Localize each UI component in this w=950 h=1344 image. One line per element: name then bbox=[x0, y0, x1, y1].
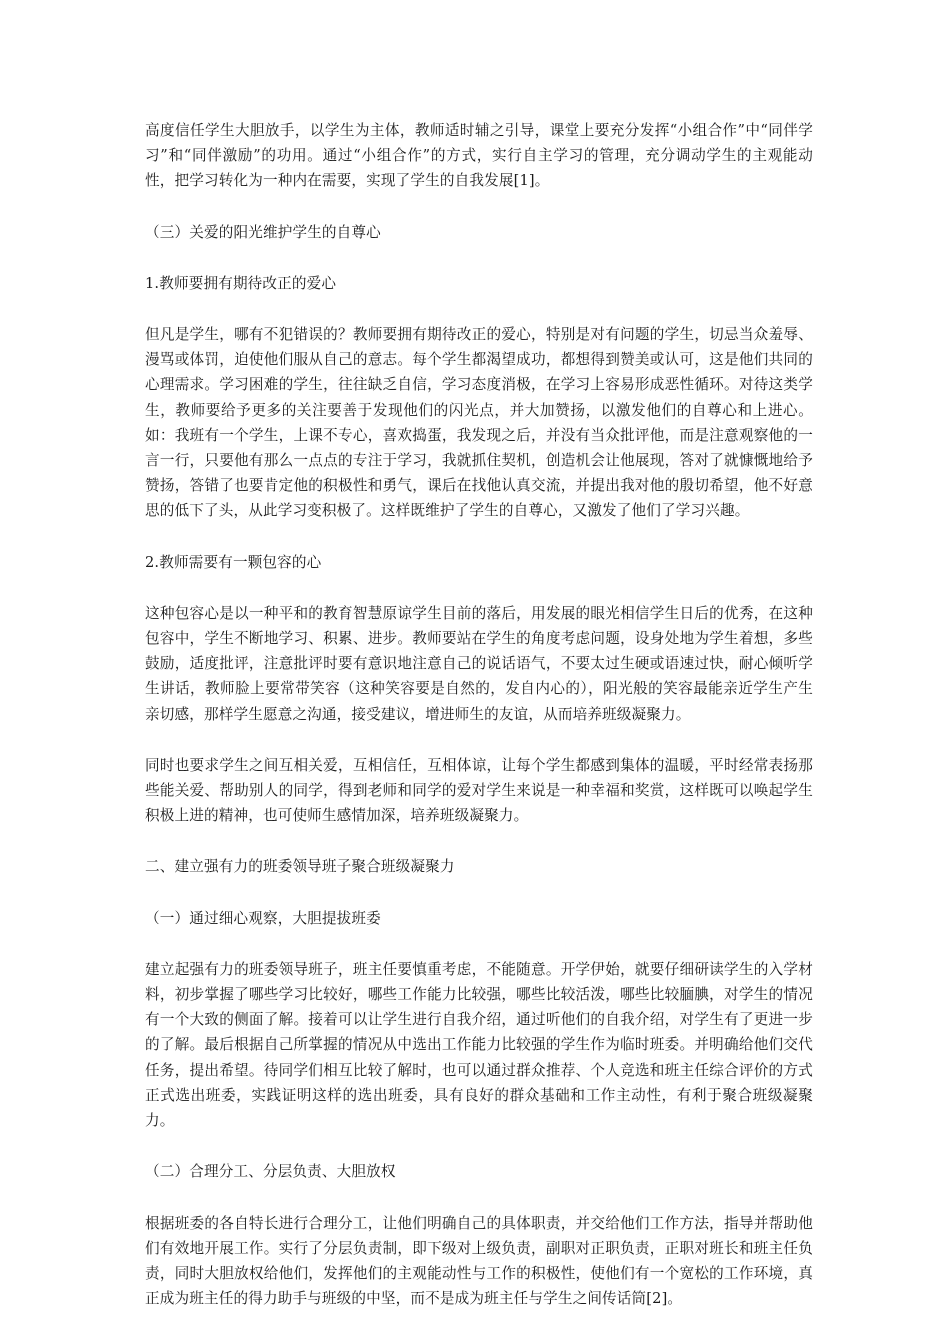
subsection-heading: 1.教师要拥有期待改正的爱心 bbox=[145, 274, 337, 292]
chapter-heading: 二、建立强有力的班委领导班子聚合班级凝聚力 bbox=[145, 858, 455, 876]
paragraph: 高度信任学生大胆放手，以学生为主体，教师适时辅之引导，课堂上要充分发挥“小组合作”中“同伴学习”和“同伴激励”的功用。通过“小组合作”的方式，实行自主学习的管理，充分调动学生的主观能动性，把学习转化为一种内在需要，实现了学生的自我发展[1]。 bbox=[145, 122, 813, 190]
paragraph: 这种包容心是以一种平和的教育智慧原谅学生目前的落后，用发展的眼光相信学生日后的优秀，在这种包容中，学生不断地学习、积累、进步。教师要站在学生的角度考虑问题，设身处地为学生着想，多些鼓励，适度批评，注意批评时要有意识地注意自己的说话语气，不要太过生硬或语速过快，耐心倾听学生讲话，教师脸上要常带笑容（这种笑容要是自然的，发自内心的），阳光般的笑容最能亲近学生产生亲切感，那样学生愿意之沟通，接受建议，增进师生的友谊，从而培养班级凝聚力。 bbox=[145, 604, 813, 723]
paragraph: 根据班委的各自特长进行合理分工，让他们明确自己的具体职责，并交给他们工作方法，指导并帮助他们有效地开展工作。实行了分层负责制，即下级对上级负责，副职对正职负责，正职对班长和班主任负责，同时大胆放权给他们，发挥他们的主观能动性与工作的积极性，使他们有一个宽松的工作环境，真正成为班主任的得力助手与班级的中坚，而不是成为班主任与学生之间传话筒[2]。 bbox=[145, 1214, 813, 1308]
section-heading: （二）合理分工、分层负责、大胆放权 bbox=[145, 1163, 396, 1181]
subsection-heading: 2.教师需要有一颗包容的心 bbox=[145, 553, 322, 571]
paragraph: 建立起强有力的班委领导班子，班主任要慎重考虑，不能随意。开学伊始，就要仔细研读学生的入学材料，初步掌握了哪些学习比较好，哪些工作能力比较强，哪些比较活泼，哪些比较腼腆，对学生的情况有一个大致的侧面了解。接着可以让学生进行自我介绍，通过听他们的自我介绍，对学生有了更进一步的了解。最后根据自己所掌握的情况从中选出工作能力比较强的学生作为临时班委。并明确给他们交代任务，提出希望。待同学们相互比较了解时，也可以通过群众推荐、个人竞选和班主任综合评价的方式正式选出班委，实践证明这样的选出班委，具有良好的群众基础和工作主动性，有利于聚合班级凝聚力。 bbox=[145, 960, 813, 1130]
paragraph: 同时也要求学生之间互相关爱，互相信任，互相体谅，让每个学生都感到集体的温暖，平时经常表扬那些能关爱、帮助别人的同学，得到老师和同学的爱对学生来说是一种幸福和奖赏，这样既可以唤起学生积极上进的精神，也可使师生感情加深，培养班级凝聚力。 bbox=[145, 756, 813, 825]
document-body bbox=[145, 118, 813, 1337]
paragraph: 但凡是学生，哪有不犯错误的？教师要拥有期待改正的爱心，特别是对有问题的学生，切忌当众羞辱、漫骂或体罚，迫使他们服从自己的意志。每个学生都渴望成功，都想得到赞美或认可，这是他们共同的心理需求。学习困难的学生，往往缺乏自信，学习态度消极，在学习上容易形成恶性循环。对待这类学生，教师要给予更多的关注要善于发现他们的闪光点，并大加赞扬，以激发他们的自尊心和上进心。如：我班有一个学生，上课不专心，喜欢捣蛋，我发现之后，并没有当众批评他，而是注意观察他的一言一行，只要他有那么一点点的专注于学习，我就抓住契机，创造机会让他展现，答对了就慷慨地给予赞扬，答错了也要肯定他的积极性和勇气，课后在找他认真交流，并提出我对他的殷切希望，他不好意思的低下了头，从此学习变积极了。这样既维护了学生的自尊心，又激发了他们了学习兴趣。 bbox=[145, 326, 813, 520]
section-heading: （一）通过细心观察，大胆提拔班委 bbox=[145, 909, 381, 927]
section-heading: （三）关爱的阳光维护学生的自尊心 bbox=[145, 223, 381, 241]
